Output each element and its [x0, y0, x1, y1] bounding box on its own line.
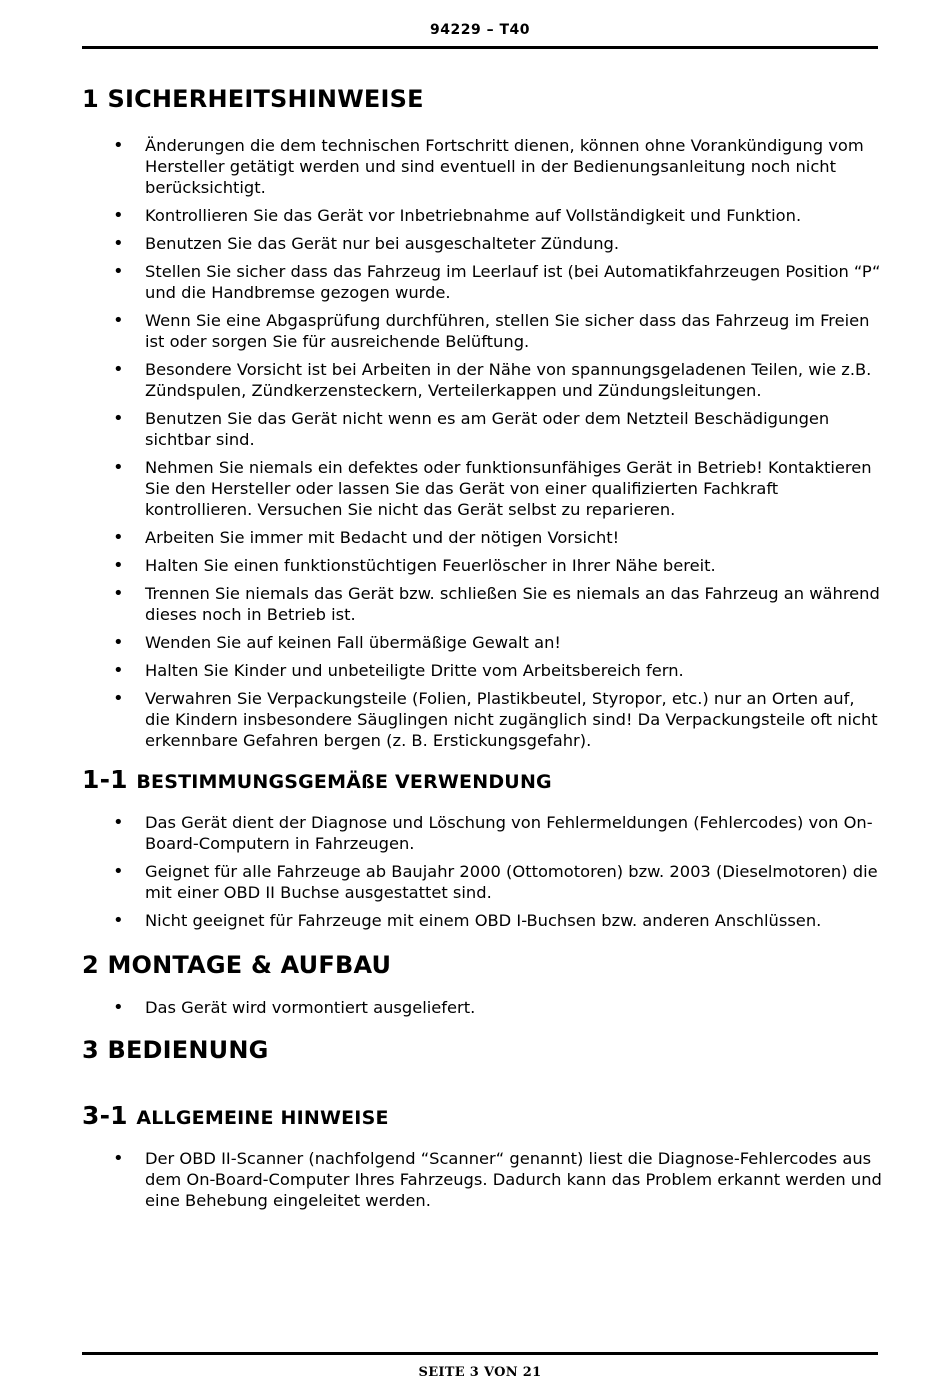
list-item-text: Geignet für alle Fahrzeuge ab Baujahr 2000 (Ottomotoren) bzw. 2003 (Dieselmotoren) die mit einer OBD II Buchse ausgestattet sind.: [145, 862, 878, 902]
page-footer: SEITE 3 VON 21: [418, 1365, 542, 1380]
list-item: [82, 261, 882, 303]
section-title-assembly: 2 MONTAGE & AUFBAU: [82, 951, 392, 979]
list-item-text: Verwahren Sie Verpackungsteile (Folien, Plastikbeutel, Styropor, etc.) nur an Orten auf, die Kindern insbesondere Säuglingen nicht zugänglich sind! Da Verpackungsteile oft nicht erkennbare Gefahren bergen (z. B. Erstickungsgefahr).: [145, 689, 878, 750]
list-item-text: Nehmen Sie niemals ein defektes oder funktionsunfähiges Gerät in Betrieb! Kontaktieren Sie den Hersteller oder lassen Sie das Gerät von einer qualifizierten Fachkraft kontrollieren. Versuchen Sie nicht das Gerät selbst zu reparieren.: [145, 458, 872, 519]
subsection-title-intended-use: [82, 764, 882, 798]
bullet-icon: •: [113, 812, 124, 833]
list-item: [82, 205, 882, 226]
bullet-icon: •: [113, 261, 124, 282]
list-item: [82, 527, 882, 548]
list-item-text: Das Gerät dient der Diagnose und Löschung von Fehlermeldungen (Fehlercodes) von On-Board-Computern in Fahrzeugen.: [145, 813, 873, 853]
safety-list: [82, 135, 882, 751]
bullet-icon: •: [113, 205, 124, 226]
bullet-icon: •: [113, 583, 124, 604]
list-item: [82, 861, 882, 903]
list-item-text: Halten Sie Kinder und unbeteiligte Dritte vom Arbeitsbereich fern.: [145, 661, 684, 680]
section-title-safety: 1 SICHERHEITSHINWEISE: [82, 85, 424, 113]
list-item-text: Halten Sie einen funktionstüchtigen Feuerlöscher in Ihrer Nähe bereit.: [145, 556, 716, 575]
list-item: [82, 997, 882, 1018]
footer-rule: [82, 1352, 878, 1355]
list-item-text: Änderungen die dem technischen Fortschritt dienen, können ohne Vorankündigung vom Hersteller getätigt werden und sind eventuell in der Bedienungsanleitung noch nicht berücksichtigt.: [145, 136, 864, 197]
subsection-label: BESTIMMUNGSGEMÄßE VERWENDUNG: [136, 771, 552, 793]
header-rule: [82, 46, 878, 49]
list-item: [82, 583, 882, 625]
bullet-icon: •: [113, 233, 124, 254]
subsection-number: 3-1: [82, 1101, 128, 1130]
bullet-icon: •: [113, 408, 124, 429]
list-item-text: Das Gerät wird vormontiert ausgeliefert.: [145, 998, 476, 1017]
bullet-icon: •: [113, 997, 124, 1018]
list-item: [82, 135, 882, 198]
bullet-icon: •: [113, 457, 124, 478]
list-item: [82, 688, 882, 751]
bullet-icon: •: [113, 632, 124, 653]
list-item-text: Nicht geeignet für Fahrzeuge mit einem OBD I-Buchsen bzw. anderen Anschlüssen.: [145, 911, 822, 930]
section-title-operation: 3 BEDIENUNG: [82, 1036, 269, 1064]
general-notes-list: [82, 1148, 882, 1211]
bullet-icon: •: [113, 135, 124, 156]
document-body: [82, 83, 882, 1218]
list-item: [82, 910, 882, 931]
list-item: [82, 555, 882, 576]
list-item: [82, 310, 882, 352]
list-item: [82, 233, 882, 254]
bullet-icon: •: [113, 660, 124, 681]
list-item-text: Stellen Sie sicher dass das Fahrzeug im Leerlauf ist (bei Automatikfahrzeugen Position “P“ und die Handbremse gezogen wurde.: [145, 262, 881, 302]
page-header: 94229 – T40: [430, 22, 530, 38]
list-item: [82, 1148, 882, 1211]
list-item: [82, 632, 882, 653]
list-item-text: Besondere Vorsicht ist bei Arbeiten in der Nähe von spannungsgeladenen Teilen, wie z.B. Zündspulen, Zündkerzensteckern, Verteilerkappen und Zündungsleitungen.: [145, 360, 872, 400]
list-item: [82, 408, 882, 450]
bullet-icon: •: [113, 910, 124, 931]
intended-use-list: [82, 812, 882, 931]
bullet-icon: •: [113, 527, 124, 548]
subsection-title-general-notes: [82, 1100, 882, 1134]
list-item: [82, 359, 882, 401]
subsection-label: ALLGEMEINE HINWEISE: [136, 1107, 389, 1129]
list-item-text: Benutzen Sie das Gerät nicht wenn es am Gerät oder dem Netzteil Beschädigungen sichtbar sind.: [145, 409, 830, 449]
list-item-text: Wenn Sie eine Abgasprüfung durchführen, stellen Sie sicher dass das Fahrzeug im Freien ist oder sorgen Sie für ausreichende Belüftung.: [145, 311, 870, 351]
bullet-icon: •: [113, 359, 124, 380]
bullet-icon: •: [113, 555, 124, 576]
assembly-list: [82, 997, 882, 1018]
bullet-icon: •: [113, 310, 124, 331]
list-item-text: Benutzen Sie das Gerät nur bei ausgeschalteter Zündung.: [145, 234, 620, 253]
bullet-icon: •: [113, 1148, 124, 1169]
list-item-text: Wenden Sie auf keinen Fall übermäßige Gewalt an!: [145, 633, 561, 652]
list-item-text: Trennen Sie niemals das Gerät bzw. schließen Sie es niemals an das Fahrzeug an während dieses noch in Betrieb ist.: [145, 584, 880, 624]
list-item-text: Kontrollieren Sie das Gerät vor Inbetriebnahme auf Vollständigkeit und Funktion.: [145, 206, 802, 225]
bullet-icon: •: [113, 861, 124, 882]
list-item: [82, 457, 882, 520]
list-item: [82, 660, 882, 681]
list-item-text: Der OBD II-Scanner (nachfolgend “Scanner“ genannt) liest die Diagnose-Fehlercodes aus dem On-Board-Computer Ihres Fahrzeugs. Dadurch kann das Problem erkannt werden und eine Behebung eingeleitet werden.: [145, 1149, 882, 1210]
list-item-text: Arbeiten Sie immer mit Bedacht und der nötigen Vorsicht!: [145, 528, 620, 547]
subsection-number: 1-1: [82, 765, 128, 794]
bullet-icon: •: [113, 688, 124, 709]
list-item: [82, 812, 882, 854]
